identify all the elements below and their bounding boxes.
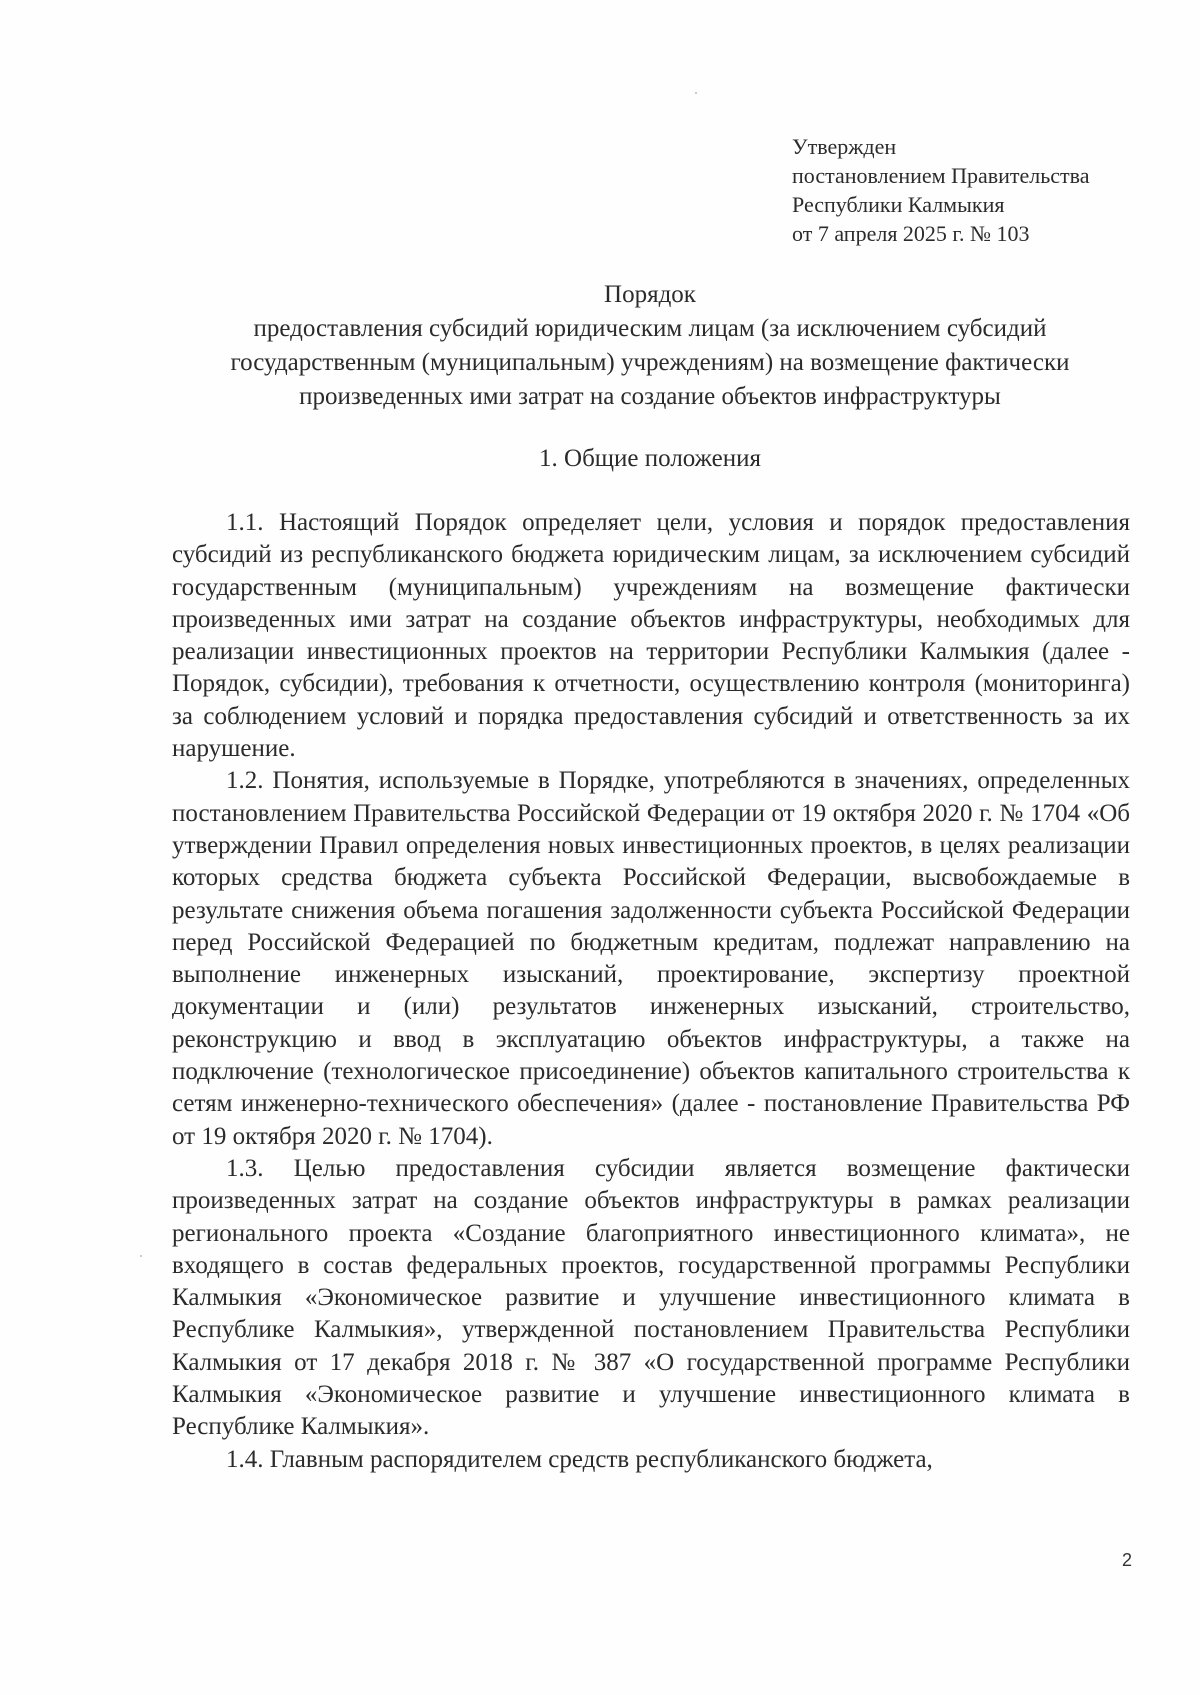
document-title: Порядок bbox=[604, 281, 696, 308]
document-title-block bbox=[170, 278, 1130, 414]
page-number: 2 bbox=[1121, 1550, 1132, 1570]
paragraph-1-4: 1.4. Главным распорядителем средств республиканского бюджета, bbox=[226, 1445, 933, 1473]
paragraph-1-3: 1.3. Целью предоставления субсидии является возмещение фактически произведенных затрат на создание объектов инфраструктуры в рамках реализации регионального проекта «Создание благоприятного инвестиционного климата», не входящего в состав федеральных проектов, государственной программы Республики Калмыкия «Экономическое развитие и улучшение инвестиционного климата в Республике Калмыкия», утвержденной постановлением Правительства Республики Калмыкия от 17 декабря 2018 г. № 387 «О государственной программе Республики Калмыкия «Экономическое развитие и улучшение инвестиционного климата в Республике Калмыкия». bbox=[172, 1154, 1130, 1441]
approval-line: Утвержден bbox=[792, 134, 897, 159]
document-subtitle: предоставления субсидий юридическим лицам (за исключением субсидий государственным (муниципальным) учреждениям) на возмещение фактически произведенных ими затрат на создание объектов инфраструктуры bbox=[230, 315, 1070, 410]
approval-line: Республики Калмыкия bbox=[792, 192, 1005, 217]
document-body bbox=[172, 507, 1130, 1476]
paragraph-1-2: 1.2. Понятия, используемые в Порядке, употребляются в значениях, определенных постановлением Правительства Российской Федерации от 19 октября 2020 г. № 1704 «Об утверждении Правил определения новых инвестиционных проектов, в целях реализации которых средства бюджета субъекта Российской Федерации, высвобождаемые в результате снижения объема погашения задолженности субъекта Российской Федерации перед Российской Федерацией по бюджетным кредитам, подлежат направлению на выполнение инженерных изысканий, проектирование, экспертизу проектной документации и (или) результатов инженерных изысканий, строительство, реконструкцию и ввод в эксплуатацию объектов инфраструктуры, а также на подключение (технологическое присоединение) объектов капитального строительства к сетям инженерно-технического обеспечения» (далее - постановление Правительства РФ от 19 октября 2020 г. № 1704). bbox=[172, 767, 1130, 1150]
scan-speck bbox=[140, 1255, 142, 1257]
scan-speck bbox=[695, 92, 697, 94]
approval-line: постановлением Правительства bbox=[792, 163, 1090, 188]
paragraph-1-1: 1.1. Настоящий Порядок определяет цели, условия и порядок предоставления субсидий из республиканского бюджета юридическим лицам, за исключением субсидий государственным (муниципальным) учреждениям на возмещение фактически произведенных ими затрат на создание объектов инфраструктуры, необходимых для реализации инвестиционных проектов на территории Республики Калмыкия (далее - Порядок, субсидии), требования к отчетности, осуществлению контроля (мониторинга) за соблюдением условий и порядка предоставления субсидий и ответственность за их нарушение. bbox=[172, 509, 1130, 763]
approval-date-number: от 7 апреля 2025 г. № 103 bbox=[792, 221, 1030, 246]
approval-stamp-block bbox=[792, 132, 1090, 248]
section-heading: 1. Общие положения bbox=[539, 445, 761, 472]
